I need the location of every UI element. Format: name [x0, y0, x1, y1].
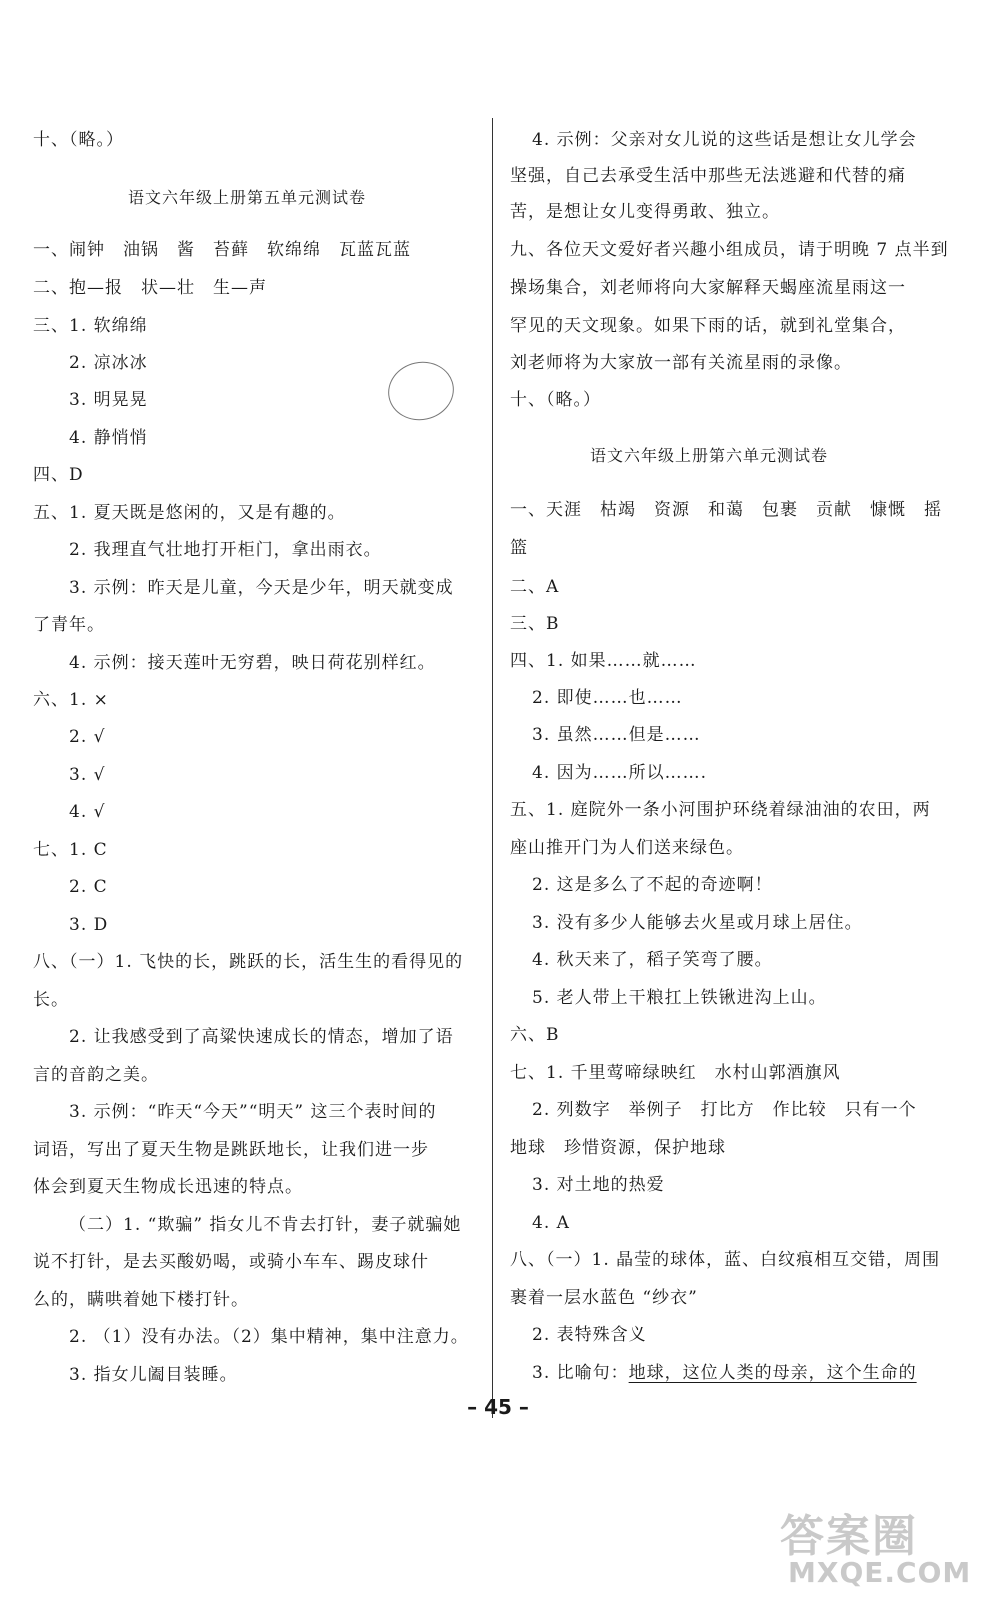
text-line: 4. 静悄悄	[69, 428, 148, 448]
watermark-url: MXQE.COM	[788, 1556, 972, 1589]
watermark-text: 答案圈	[780, 1511, 918, 1562]
text-line: 五、1. 庭院外一条小河围护环绕着绿油油的农田，两	[510, 800, 931, 820]
section-title-unit6: 语文六年级上册第六单元测试卷	[590, 446, 829, 465]
text-line: 长。	[33, 990, 69, 1010]
text-line: 5. 老人带上干粮扛上铁锹进沟上山。	[532, 988, 827, 1008]
text-line: （二）1. “欺骗” 指女儿不肯去打针，妻子就骗她	[69, 1215, 462, 1235]
text-line: 六、B	[510, 1025, 560, 1045]
text-line: 4. 因为……所以…….	[532, 763, 708, 783]
section-title-unit5: 语文六年级上册第五单元测试卷	[128, 188, 367, 207]
text-line: 2. 这是多么了不起的奇迹啊！	[532, 875, 773, 895]
text-line: 苦，是想让女儿变得勇敢、独立。	[510, 202, 780, 222]
text-line: 九、各位天文爱好者兴趣小组成员，请于明晚 7 点半到	[510, 240, 949, 260]
text-line: 3. 对土地的热爱	[532, 1175, 665, 1195]
text-line: 4. 示例：父亲对女儿说的这些话是想让女儿学会	[532, 130, 917, 150]
stamp-mark	[383, 356, 460, 426]
text-line: 3. 示例：昨天是儿童，今天是少年，明天就变成	[69, 578, 454, 598]
text-line: 七、1. 千里莺啼绿映红 水村山郭酒旗风	[510, 1063, 841, 1083]
text-line: 2. 我理直气壮地打开柜门，拿出雨衣。	[69, 540, 382, 560]
text-line: 十、（略。）	[510, 390, 601, 410]
text-line: 说不打针，是去买酸奶喝，或骑小车车、踢皮球什	[33, 1252, 429, 1272]
text-line: 一、天涯 枯竭 资源 和蔼 包裹 贡献 慷慨 摇	[510, 500, 942, 520]
text-line: 4. 秋天来了，稻子笑弯了腰。	[532, 950, 773, 970]
text-line: 刘老师将为大家放一部有关流星雨的录像。	[510, 353, 852, 373]
text-line: 3. 虽然……但是……	[532, 725, 701, 745]
text-line: 十、（略。）	[33, 130, 124, 150]
text-line: 一、闹钟 油锅 酱 苔藓 软绵绵 瓦蓝瓦蓝	[33, 240, 411, 260]
watermark-logo	[780, 1500, 980, 1594]
text-line: 三、B	[510, 614, 560, 634]
text-line: 五、1. 夏天既是悠闲的，又是有趣的。	[33, 503, 346, 523]
text-line: 3. 示例：“昨天“今天”“明天” 这三个表时间的	[69, 1102, 437, 1122]
text-line: 2. 表特殊含义	[532, 1325, 647, 1345]
text-line: 四、1. 如果……就……	[510, 651, 697, 671]
text-line: 七、1. C	[33, 840, 108, 860]
text-line: 操场集合，刘老师将向大家解释天蝎座流星雨这一	[510, 278, 906, 298]
text-line: 坚强，自己去承受生活中那些无法逃避和代替的痛	[510, 166, 906, 186]
text-line: 3. D	[69, 915, 109, 935]
text-line: 3. 没有多少人能够去火星或月球上居住。	[532, 913, 863, 933]
text-line: 2. C	[69, 877, 108, 897]
text-line	[532, 1361, 917, 1385]
page-number: – 45 –	[467, 1395, 529, 1419]
text-line: 地球 珍惜资源，保护地球	[510, 1138, 726, 1158]
text-line: 3. √	[69, 765, 106, 785]
text-line: 4. 示例：接天莲叶无穷碧，映日荷花别样红。	[69, 653, 436, 673]
text-line: 裹着一层水蓝色 “纱衣”	[510, 1288, 698, 1308]
metaphor-label: 3. 比喻句：	[532, 1363, 629, 1383]
text-line: 2. 凉冰冰	[69, 353, 148, 373]
text-line: 2. 让我感受到了高粱快速成长的情态，增加了语	[69, 1027, 454, 1047]
text-line: 2. 列数字 举例子 打比方 作比较 只有一个	[532, 1100, 917, 1120]
text-line: 八、（一）1. 晶莹的球体，蓝、白纹痕相互交错，周围	[510, 1250, 941, 1270]
text-line: 三、1. 软绵绵	[33, 316, 148, 336]
column-divider	[492, 118, 493, 1418]
text-line: 体会到夏天生物成长迅速的特点。	[33, 1177, 303, 1197]
text-line: 3. 明晃晃	[69, 390, 148, 410]
text-line: 3. 指女儿阖目装睡。	[69, 1365, 238, 1385]
text-line: 了青年。	[33, 615, 105, 635]
text-line: 4. √	[69, 802, 106, 822]
text-line: 二、A	[510, 577, 560, 597]
text-line: 六、1. ×	[33, 690, 109, 710]
text-line: 二、抱—报 状—壮 生—声	[33, 278, 267, 298]
text-line: 四、D	[33, 465, 84, 485]
text-line: 言的音韵之美。	[33, 1065, 159, 1085]
text-line: 2. 即使……也……	[532, 688, 683, 708]
underlined-sentence: 地球，这位人类的母亲，这个生命的	[628, 1363, 917, 1383]
text-line: 2. √	[69, 727, 106, 747]
text-line: 八、（一）1. 飞快的长，跳跃的长，活生生的看得见的	[33, 952, 464, 972]
text-line: 么的，瞒哄着她下楼打针。	[33, 1290, 249, 1310]
text-line: 座山推开门为人们送来绿色。	[510, 838, 744, 858]
text-line: 2. （1）没有办法。（2）集中精神，集中注意力。	[69, 1327, 469, 1347]
text-line: 词语，写出了夏天生物是跳跃地长，让我们进一步	[33, 1140, 429, 1160]
text-line: 罕见的天文现象。如果下雨的话，就到礼堂集合，	[510, 316, 906, 336]
text-line: 篮	[510, 538, 528, 558]
text-line: 4. A	[532, 1213, 570, 1233]
